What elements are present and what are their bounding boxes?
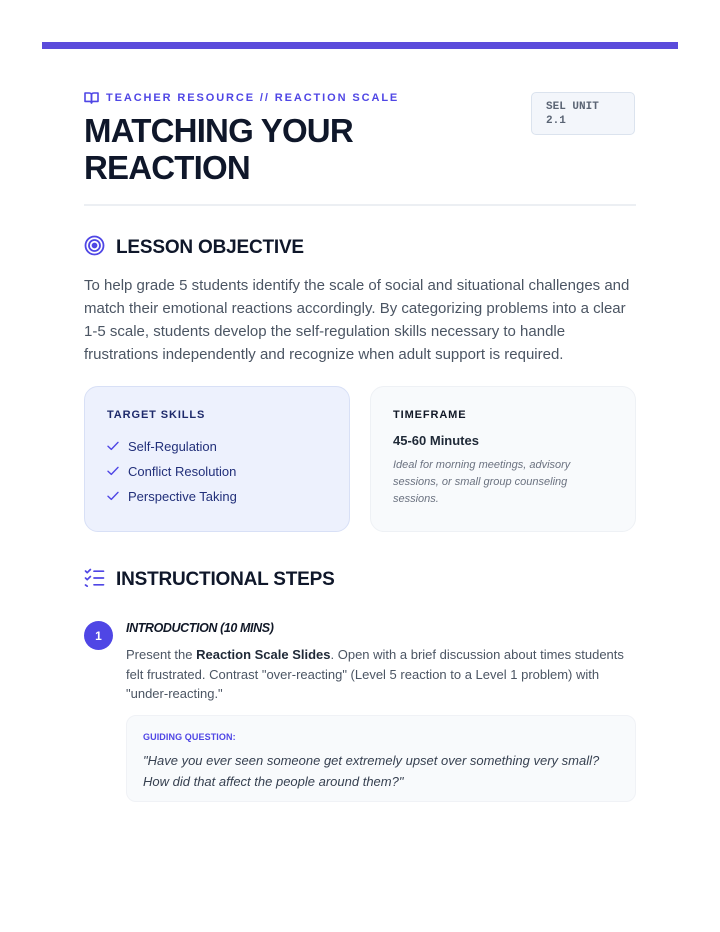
- guiding-question-label: GUIDING QUESTION:: [143, 732, 236, 742]
- list-item: [107, 434, 327, 459]
- timeframe-value: 45-60 Minutes: [393, 433, 479, 448]
- check-icon: [107, 439, 119, 454]
- guiding-question-text: "Have you ever seen someone get extremely upset over something very small? How did that affect the people around them?": [143, 753, 600, 789]
- timeframe-card: [370, 386, 636, 532]
- unit-badge-line: 2.1: [546, 115, 566, 127]
- steps-heading-text: INSTRUCTIONAL STEPS: [116, 569, 335, 590]
- objective-heading-text: LESSON OBJECTIVE: [116, 237, 304, 258]
- skill-list: [107, 434, 327, 509]
- skill-label: Perspective Taking: [128, 489, 237, 504]
- step-body: [126, 645, 632, 704]
- objective-text: To help grade 5 students identify the scale of social and situational challenges and match their emotional reactions accordingly. By categorizing problems into a clear 1-5 scale, students develop the self-regulation skills necessary to handle frustrations independently and recognize when adult support is required.: [84, 277, 630, 363]
- step-body-text: Present the: [126, 647, 197, 662]
- eyebrow-text: TEACHER RESOURCE // REACTION SCALE: [106, 91, 400, 104]
- unit-badge-line: SEL UNIT: [546, 101, 599, 113]
- step-number: 1: [84, 621, 113, 650]
- timeframe-label: TIMEFRAME: [393, 409, 467, 421]
- skill-label: Self-Regulation: [128, 439, 217, 454]
- timeframe-note: Ideal for morning meetings, advisory sessions, or small group counseling sessions.: [393, 459, 571, 505]
- skill-label: Conflict Resolution: [128, 464, 237, 479]
- step-body-text: . Open with a brief discussion about times students felt frustrated. Contrast "over-reacting" (Level 5 reaction to a Level 1 problem) with "under-reacting.": [126, 647, 624, 701]
- check-icon: [107, 489, 119, 504]
- eyebrow: [84, 91, 399, 104]
- list-item: [107, 484, 327, 509]
- top-accent-bar: [42, 42, 678, 49]
- target-skills-card: [84, 386, 350, 532]
- target-skills-label: TARGET SKILLS: [107, 409, 206, 421]
- book-open-icon: [84, 91, 99, 104]
- page-title: MATCHING YOUR REACTION: [84, 112, 353, 186]
- list-item: [107, 459, 327, 484]
- header-divider: [84, 204, 636, 206]
- slides-reference: Reaction Scale Slides: [196, 647, 331, 662]
- guiding-question-box: [126, 715, 636, 802]
- steps-heading: [84, 568, 335, 592]
- unit-badge: [531, 92, 635, 135]
- check-icon: [107, 464, 119, 479]
- checklist-icon: [84, 568, 105, 592]
- target-icon: [84, 235, 105, 261]
- step-title: INTRODUCTION (10 MINS): [126, 621, 274, 635]
- objective-heading: [84, 235, 304, 261]
